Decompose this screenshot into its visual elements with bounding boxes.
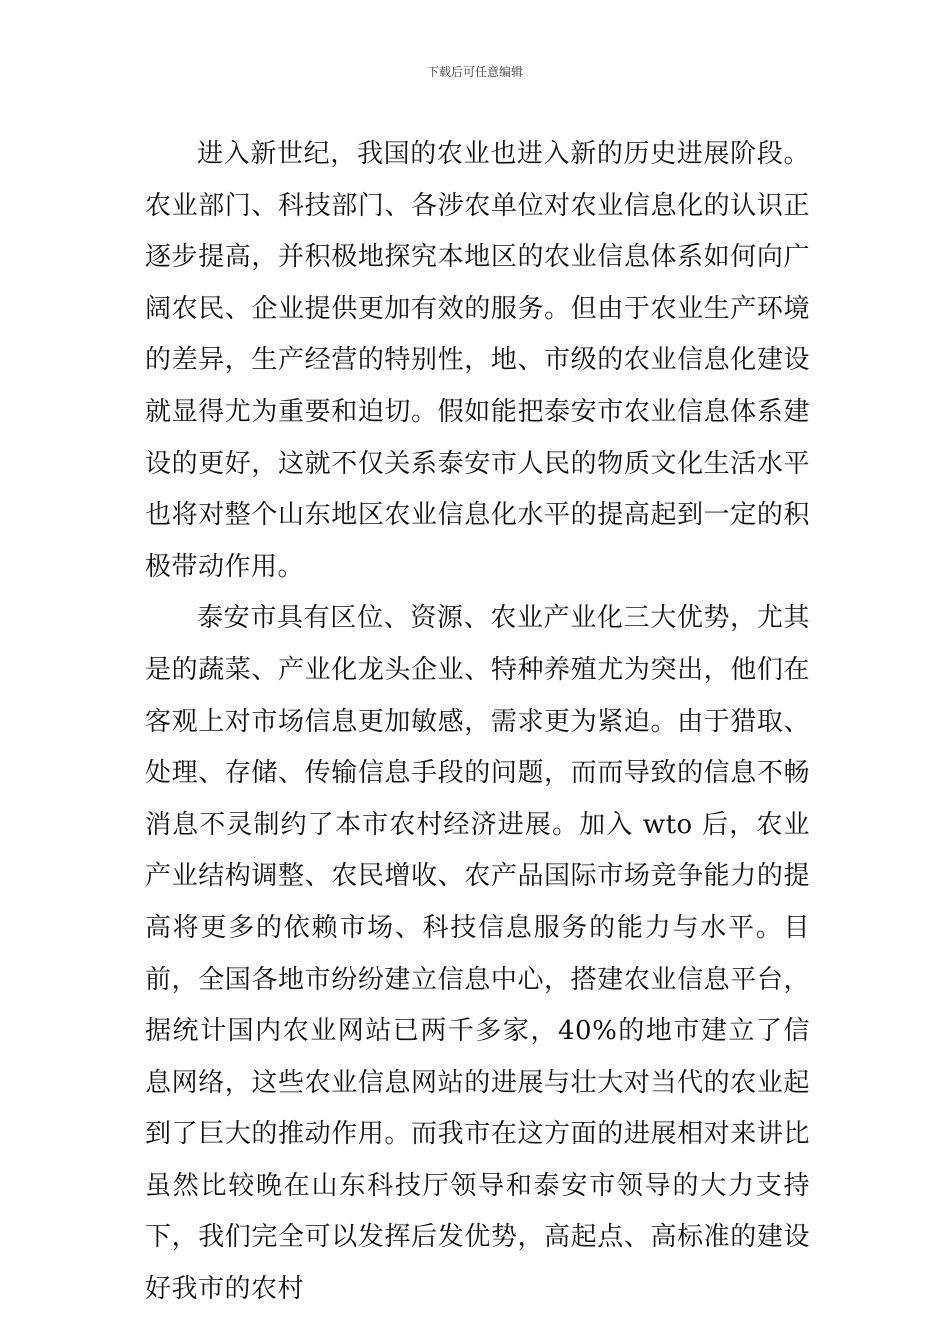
paragraph-2: 泰安市具有区位、资源、农业产业化三大优势，尤其是的蔬菜、产业化龙头企业、特种养殖尤为突出，他们在客观上对市场信息更加敏感，需求更为紧迫。由于猎取、处理、存储、传输信息手段的问题，而而导致的信息不畅消息不灵制约了本市农村经济进展。加入 wto 后，农业产业结构调整、农民增收、农产品国际市场竞争能力的提高将更多的依赖市场、科技信息服务的能力与水平。目前，全国各地市纷纷建立信息中心，搭建农业信息平台，据统计国内农业网站已两千多家，40%的地市建立了信息网络，这些农业信息网站的进展与壮大对当代的农业起到了巨大的推动作用。而我市在这方面的进展相对来讲比虽然比较晚在山东科技厅领导和泰安市领导的大力支持下，我们完全可以发挥后发优势，高起点、高标准的建设好我市的农村 <box>145 603 810 1305</box>
document-body <box>145 129 810 1316</box>
paragraph-1: 进入新世纪，我国的农业也进入新的历史进展阶段。农业部门、科技部门、各涉农单位对农业信息化的认识正逐步提高，并积极地探究本地区的农业信息体系如何向广阔农民、企业提供更加有效的服务。但由于农业生产环境的差异，生产经营的特别性，地、市级的农业信息化建设就显得尤为重要和迫切。假如能把泰安市农业信息体系建设的更好，这就不仅关系泰安市人民的物质文化生活水平也将对整个山东地区农业信息化水平的提高起到一定的积极带动作用。 <box>145 139 810 582</box>
page-header: 下载后可任意编辑 <box>426 65 523 79</box>
